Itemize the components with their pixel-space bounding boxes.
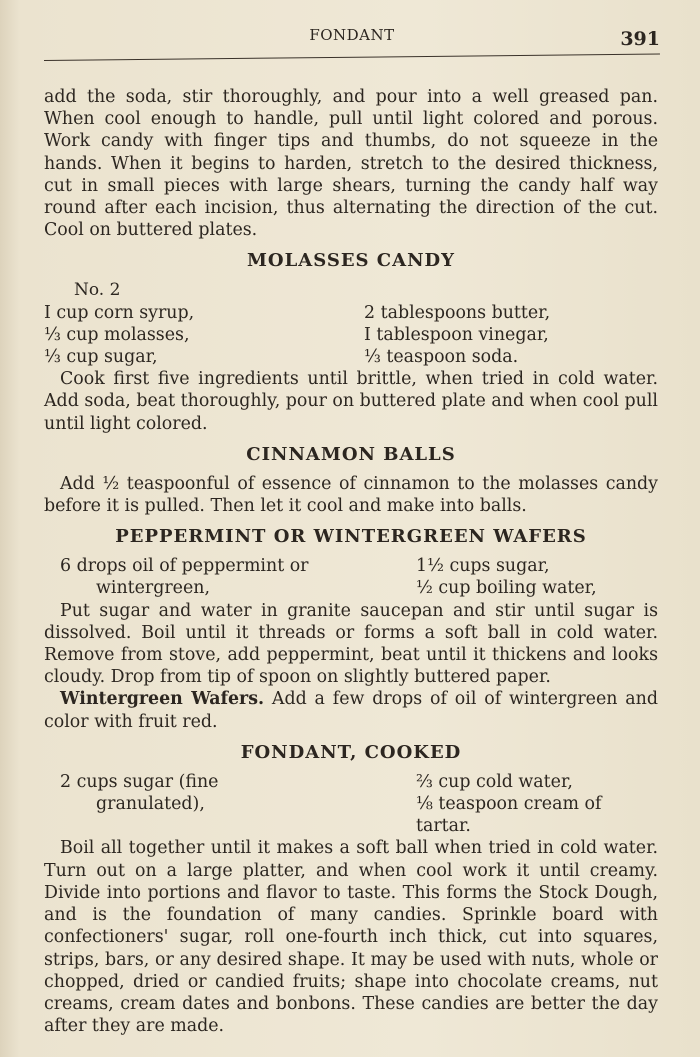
- page-header: [44, 26, 660, 50]
- ingredient: ⅓ cup molasses,: [44, 324, 190, 345]
- ingredient-row: [44, 324, 658, 346]
- ingredient: 2 tablespoons butter,: [364, 302, 551, 323]
- peppermint-directions: Put sugar and water in granite saucepan and stir until sugar is dissolved. Boil until it threads or forms a soft ball in cold water. Remove from stove, add peppermint, beat until it thickens and looks cloudy. Drop from tip of spoon on slightly buttered paper.: [44, 600, 658, 688]
- ingredient-row: [44, 346, 658, 368]
- molasses-ingredients: [44, 302, 658, 369]
- fondant-directions: Boil all together until it makes a soft ball when tried in cold water. Turn out on a large platter, and when cool work it until creamy. Divide into portions and flavor to taste. This forms the Stock Dough, and is the foundation of many candies. Sprinkle board with confectioners' sugar, roll one-fourth inch thick, cut into squares, strips, bars, or any desired shape. It may be used with nuts, whole or chopped, dried or candied fruits; shape into chocolate creams, nut creams, cream dates and bonbons. These candies are better the day after they are made.: [44, 838, 658, 1037]
- ingredient: ⅓ cup sugar,: [44, 347, 158, 368]
- ingredient: 2 cups sugar (fine: [60, 771, 219, 792]
- wintergreen-paragraph: [44, 688, 658, 732]
- intro-paragraph: add the soda, stir thoroughly, and pour into a well greased pan. When cool enough to handle, pull until light colored and porous. Work candy with finger tips and thumbs, do not squeeze in the hands. When it begins to harden, stretch to the desired thickness, cut in small pieces with large shears, turning the candy half way round after each incision, thus alternating the direction of the cut. Cool on buttered plates.: [44, 87, 658, 241]
- ingredient: 1½ cups sugar,: [416, 556, 550, 577]
- peppermint-ingredients: [44, 555, 658, 599]
- ingredient: ⅔ cup cold water,: [416, 771, 573, 792]
- cinnamon-balls-heading: CINNAMON BALLS: [246, 443, 456, 465]
- ingredient-row: [44, 793, 658, 837]
- ingredient: ⅛ teaspoon cream of tartar.: [416, 794, 602, 837]
- ingredient-row: [44, 555, 658, 577]
- page-number: 391: [620, 28, 660, 50]
- molasses-directions: Cook first five ingredients until brittle, when tried in cold water. Add soda, beat thoroughly, pour on buttered plate and when cool pull until light colored.: [44, 369, 658, 434]
- ingredient: wintergreen,: [96, 578, 210, 599]
- ingredient: granulated),: [96, 794, 205, 815]
- peppermint-wafers-heading: PEPPERMINT OR WINTERGREEN WAFERS: [115, 526, 587, 548]
- running-head: FONDANT: [309, 26, 395, 44]
- molasses-candy-heading: MOLASSES CANDY: [246, 250, 456, 272]
- wintergreen-text: Add a few drops of oil of wintergreen and color with fruit red.: [44, 689, 658, 732]
- fondant-ingredients: [44, 771, 658, 838]
- ingredient: I tablespoon vinegar,: [364, 324, 549, 345]
- fondant-cooked-heading: FONDANT, COOKED: [240, 741, 462, 763]
- header-rule: [44, 54, 660, 61]
- ingredient-row: [44, 302, 658, 324]
- ingredient: ½ cup boiling water,: [416, 578, 597, 599]
- ingredient-row: [44, 577, 658, 599]
- ingredient-row: [44, 771, 658, 793]
- cinnamon-directions: Add ½ teaspoonful of essence of cinnamon to the molasses candy before it is pulled. Then let it cool and make into balls.: [44, 473, 658, 517]
- recipe-number: No. 2: [74, 280, 121, 301]
- wintergreen-label: Wintergreen Wafers.: [60, 689, 265, 710]
- ingredient: I cup corn syrup,: [44, 302, 195, 323]
- ingredient: ⅓ teaspoon soda.: [364, 347, 519, 368]
- ingredient: 6 drops oil of peppermint or: [60, 556, 309, 577]
- page-content: [44, 86, 658, 1037]
